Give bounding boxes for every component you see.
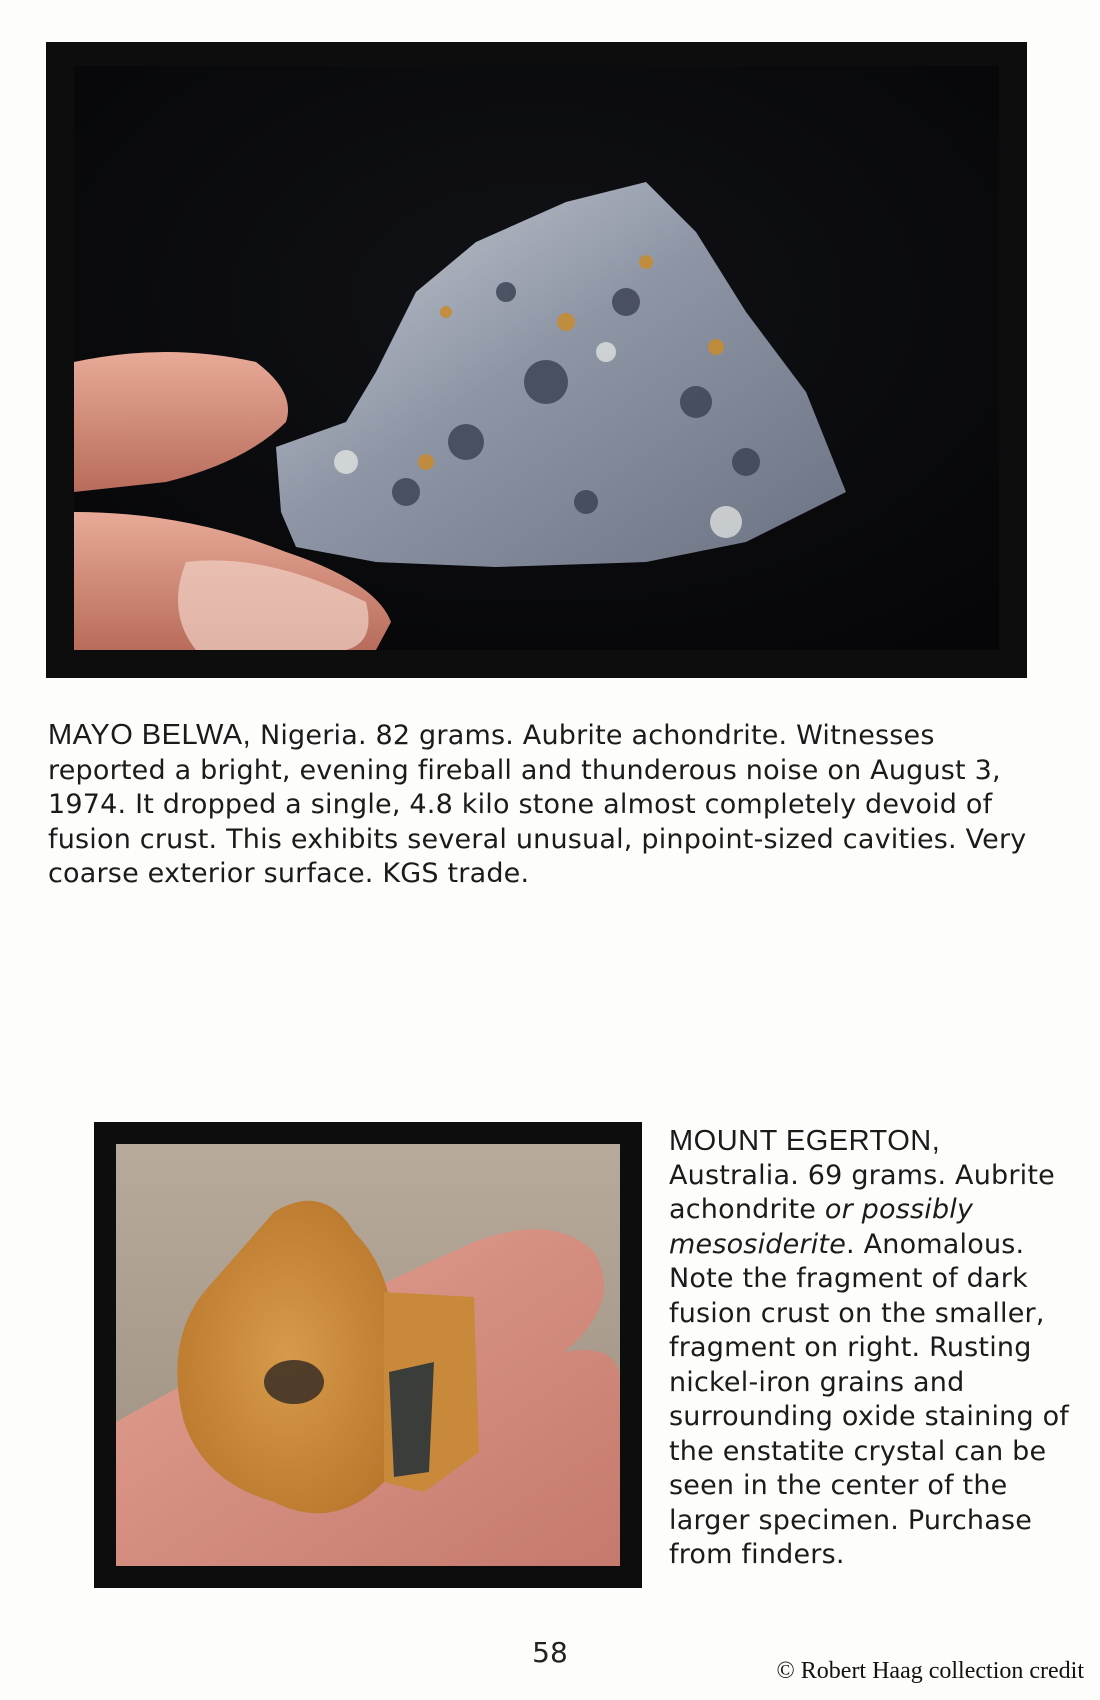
mayo-belwa-photo (46, 42, 1027, 678)
specimen-description-b: . Anomalous. Note the fragment of dark fusion crust on the smaller, fragment on right. Rusting nickel-iron grains and surrounding oxide staining of the enstatite crystal can be seen in the center of the larger specimen. Purchase from finders. (669, 1228, 1070, 1570)
specimen-description: Nigeria. 82 grams. Aubrite achondrite. Witnesses reported a bright, evening fireball and thunderous noise on August 3, 1974. It dropped a single, 4.8 kilo stone almost completely devoid of fusion crust. This exhibits several unusual, pinpoint-sized cavities. Very coarse exterior surface. KGS trade. (48, 720, 1027, 889)
specimen-description-italic: or possibly mesosiderite (669, 1194, 974, 1260)
mayo-belwa-caption (48, 718, 1048, 892)
copyright-credit: © Robert Haag collection credit (776, 1658, 1084, 1684)
mount-egerton-photo (94, 1122, 642, 1588)
mount-egerton-caption (669, 1124, 1089, 1573)
specimen-name: MOUNT EGERTON, (669, 1125, 941, 1157)
page-number: 58 (532, 1636, 568, 1669)
specimen-name: MAYO BELWA, (48, 719, 252, 751)
specimen-description-a: Australia. 69 grams. Aubrite achondrite (669, 1159, 1055, 1225)
